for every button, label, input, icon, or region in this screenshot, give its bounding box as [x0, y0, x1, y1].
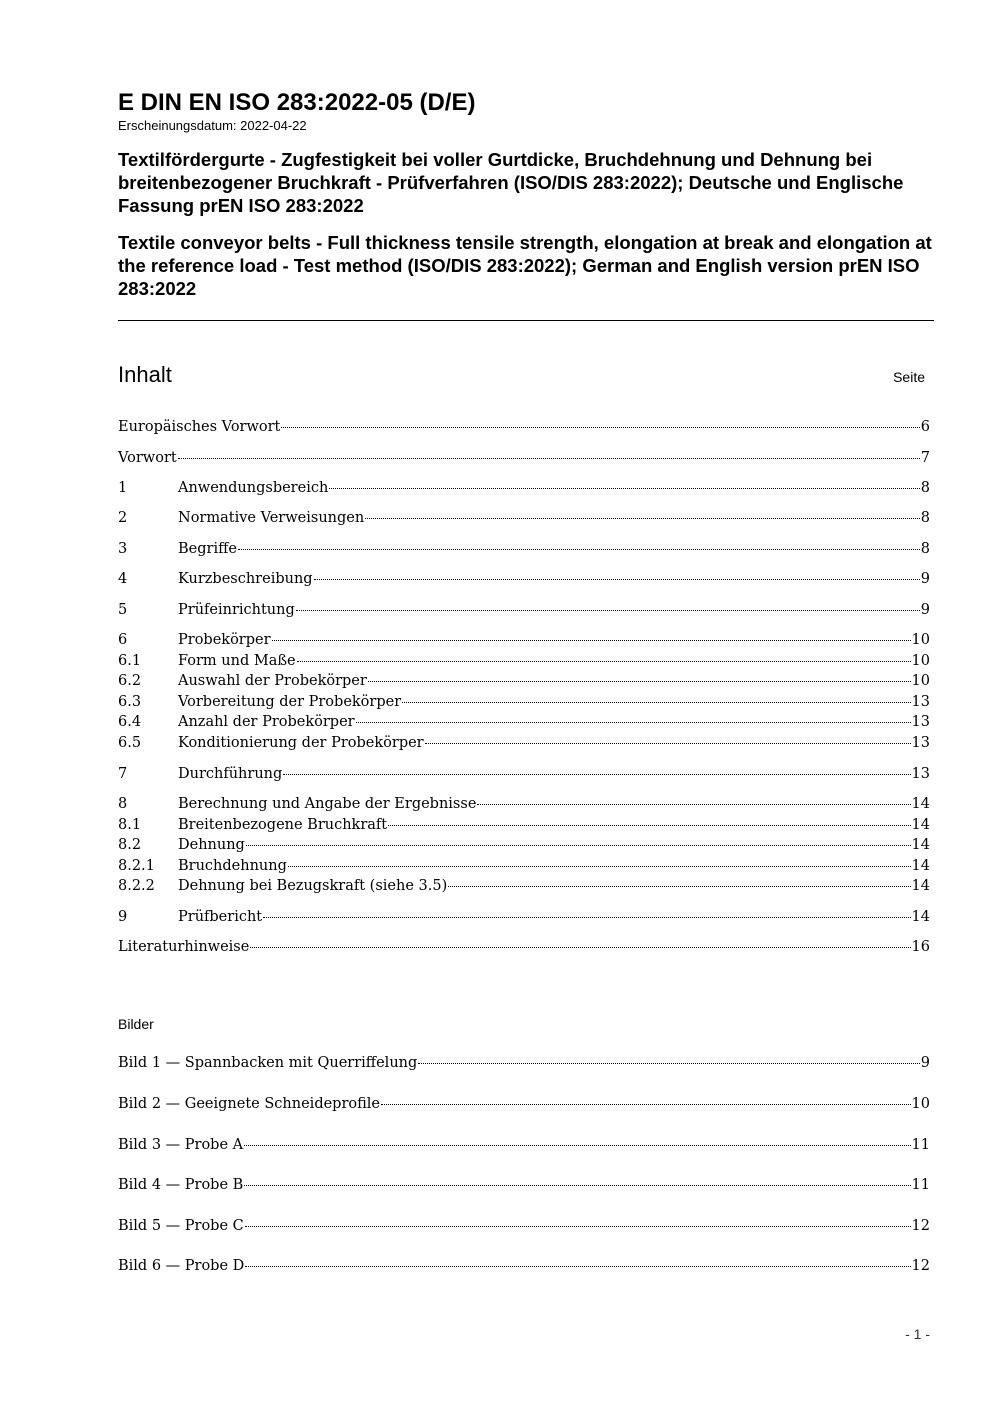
toc-entry-page: 10 [911, 632, 930, 648]
toc-leader [178, 457, 920, 459]
figure-entry-page: 9 [920, 1055, 930, 1071]
figure-entry[interactable] [118, 1216, 930, 1236]
figure-entry[interactable] [118, 1175, 930, 1195]
toc-entry-page: 9 [920, 571, 930, 587]
toc-entry-label: Bruchdehnung [178, 858, 287, 874]
toc-entry-page: 13 [911, 735, 930, 751]
toc-entry[interactable] [118, 508, 930, 528]
figure-entry-label: Bild 3 — Probe A [118, 1137, 244, 1153]
toc-entry-number: 6.4 [118, 714, 142, 730]
toc-entry-label: Durchführung [178, 766, 283, 782]
figure-entry-page: 12 [911, 1258, 930, 1274]
toc-leader [245, 1265, 910, 1267]
toc-entry[interactable] [118, 712, 930, 732]
toc-entry-label: Europäisches Vorwort [118, 419, 281, 435]
toc-entry-label: Form und Maße [178, 653, 296, 669]
toc-entry-label: Anzahl der Probekörper [178, 714, 355, 730]
toc-leader [250, 946, 910, 948]
toc-leader [244, 1184, 910, 1186]
toc-leader [296, 609, 920, 611]
toc-entry[interactable] [118, 539, 930, 559]
toc-entry-page: 8 [920, 510, 930, 526]
figure-entry-page: 10 [911, 1096, 930, 1112]
figure-entry-label: Bild 5 — Probe C [118, 1218, 244, 1234]
toc-entry-label: Literaturhinweise [118, 939, 250, 955]
toc-entry-page: 9 [920, 602, 930, 618]
toc-entry-page: 13 [911, 766, 930, 782]
toc-entry[interactable] [118, 907, 930, 927]
title-english: Textile conveyor belts - Full thickness tensile strength, elongation at break and elongation at the reference load - Test method (ISO/DIS 283:2022); German and English version prEN ISO 283:2022 [118, 232, 932, 299]
toc-entry[interactable] [118, 630, 930, 650]
toc-entry-page: 6 [920, 419, 930, 435]
toc-leader [418, 1062, 919, 1064]
toc-leader [388, 824, 910, 826]
toc-entry[interactable] [118, 733, 930, 753]
header-divider [118, 320, 934, 321]
toc-entry-label: Breitenbezogene Bruchkraft [178, 817, 388, 833]
toc-leader [246, 844, 911, 846]
toc-leader [297, 660, 911, 662]
toc-leader [368, 680, 911, 682]
toc-leader [238, 548, 920, 550]
figure-entry-page: 11 [911, 1177, 930, 1193]
figure-entry[interactable] [118, 1135, 930, 1155]
toc-entry[interactable] [118, 569, 930, 589]
toc-entry-label: Normative Verweisungen [178, 510, 365, 526]
toc-entry[interactable] [118, 937, 930, 957]
toc-entry-number: 3 [118, 541, 128, 557]
figure-entry-page: 12 [911, 1218, 930, 1234]
toc-page-column-label: Seite [893, 369, 925, 385]
toc-entry-label: Begriffe [178, 541, 237, 557]
toc-entry-page: 8 [920, 480, 930, 496]
toc-entry-number: 1 [118, 480, 128, 496]
toc-entry-page: 14 [911, 858, 930, 874]
toc-entry-label: Prüfbericht [178, 909, 263, 925]
toc-entry[interactable] [118, 651, 930, 671]
toc-leader [283, 773, 910, 775]
toc-entry-number: 7 [118, 766, 128, 782]
toc-entry-number: 8.2 [118, 837, 142, 853]
toc-entry-page: 13 [911, 694, 930, 710]
toc-entry-label: Vorwort [118, 450, 177, 466]
toc-entry-label: Anwendungsbereich [178, 480, 329, 496]
toc-entry-number: 6 [118, 632, 128, 648]
toc-entry-page: 10 [911, 673, 930, 689]
document-header [118, 88, 934, 300]
toc-entry-number: 4 [118, 571, 128, 587]
figure-entry-label: Bild 4 — Probe B [118, 1177, 244, 1193]
toc-entry-page: 16 [911, 939, 930, 955]
toc-entry[interactable] [118, 692, 930, 712]
toc-entry-page: 7 [920, 450, 930, 466]
toc-leader [477, 803, 910, 805]
toc-entry-label: Probekörper [178, 632, 271, 648]
title-german: Textilfördergurte - Zugfestigkeit bei voller Gurtdicke, Bruchdehnung und Dehnung bei breitenbezogener Bruchkraft - Prüfverfahren (ISO/DIS 283:2022); Deutsche und Englische Fassung prEN ISO 283:2022 [118, 149, 904, 216]
toc-entry-label: Konditionierung der Probekörper [178, 735, 424, 751]
toc-entry-number: 6.2 [118, 673, 142, 689]
page-number: - 1 - [905, 1326, 930, 1342]
toc-entry-number: 6.3 [118, 694, 142, 710]
toc-entry-number: 8 [118, 796, 128, 812]
toc-entry-number: 8.1 [118, 817, 142, 833]
toc-entry-number: 8.2.1 [118, 858, 155, 874]
toc-entry[interactable] [118, 417, 930, 437]
toc-entry[interactable] [118, 764, 930, 784]
figure-entry[interactable] [118, 1053, 930, 1073]
toc-leader [329, 487, 919, 489]
toc-entry-page: 14 [911, 837, 930, 853]
toc-leader [448, 885, 910, 887]
toc-leader [281, 426, 919, 428]
toc-entry-page: 10 [911, 653, 930, 669]
toc-leader [314, 578, 920, 580]
toc-entry[interactable] [118, 876, 930, 896]
toc-entry-page: 14 [911, 878, 930, 894]
toc-entry-label: Dehnung bei Bezugskraft (siehe 3.5) [178, 878, 448, 894]
toc-leader [244, 1144, 910, 1146]
toc-leader [425, 742, 911, 744]
toc-entry-number: 2 [118, 510, 128, 526]
toc-entry-label: Kurzbeschreibung [178, 571, 313, 587]
toc-entry-label: Vorbereitung der Probekörper [178, 694, 402, 710]
toc-entry[interactable] [118, 600, 930, 620]
figure-entry-label: Bild 6 — Probe D [118, 1258, 245, 1274]
toc-entry-page: 13 [911, 714, 930, 730]
toc-entry-number: 6.1 [118, 653, 142, 669]
toc-entry-label: Prüfeinrichtung [178, 602, 295, 618]
toc-entry-label: Berechnung und Angabe der Ergebnisse [178, 796, 477, 812]
toc-entry-page: 14 [911, 909, 930, 925]
toc-leader [402, 701, 910, 703]
document-id: E DIN EN ISO 283:2022-05 (D/E) [118, 89, 476, 116]
toc-leader [356, 721, 911, 723]
figures-heading: Bilder [118, 1016, 154, 1032]
figure-entry-label: Bild 1 — Spannbacken mit Querriffelung [118, 1055, 418, 1071]
toc-leader [272, 639, 911, 641]
toc-entry-label: Dehnung [178, 837, 245, 853]
toc-leader [365, 517, 920, 519]
toc-entry-number: 9 [118, 909, 128, 925]
toc-leader [381, 1103, 911, 1105]
toc-entry[interactable] [118, 835, 930, 855]
toc-heading: Inhalt [118, 362, 172, 387]
toc-entry[interactable] [118, 815, 930, 835]
toc-entry[interactable] [118, 794, 930, 814]
toc-entry[interactable] [118, 856, 930, 876]
toc-leader [245, 1225, 911, 1227]
publication-date: Erscheinungsdatum: 2022-04-22 [118, 118, 307, 133]
toc-entry[interactable] [118, 478, 930, 498]
toc-entry-label: Auswahl der Probekörper [178, 673, 367, 689]
figure-entry[interactable] [118, 1256, 930, 1276]
toc-entry-number: 5 [118, 602, 128, 618]
toc-entry-page: 14 [911, 817, 930, 833]
figure-entry-label: Bild 2 — Geeignete Schneideprofile [118, 1096, 381, 1112]
toc-entry-page: 14 [911, 796, 930, 812]
toc-entry-number: 8.2.2 [118, 878, 155, 894]
figure-entry[interactable] [118, 1094, 930, 1114]
toc-entry-page: 8 [920, 541, 930, 557]
toc-entry-number: 6.5 [118, 735, 142, 751]
toc-entry[interactable] [118, 671, 930, 691]
toc-entry[interactable] [118, 448, 930, 468]
toc-leader [288, 865, 911, 867]
toc-leader [263, 916, 910, 918]
figure-entry-page: 11 [911, 1137, 930, 1153]
